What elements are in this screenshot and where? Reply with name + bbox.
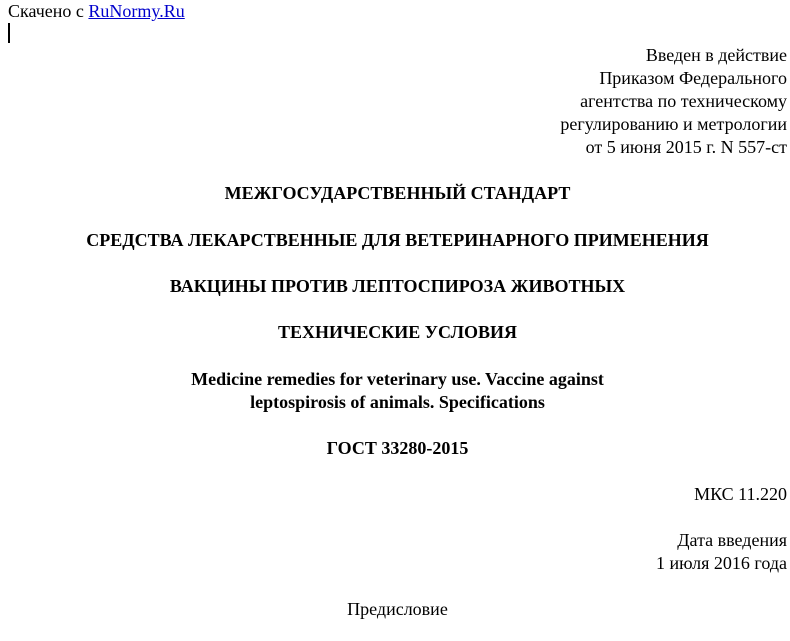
intro-line: Введен в действие	[645, 45, 787, 65]
standard-type-heading: МЕЖГОСУДАРСТВЕННЫЙ СТАНДАРТ	[224, 183, 571, 203]
runormy-link[interactable]: RuNormy.Ru	[88, 1, 185, 21]
text-caret	[8, 23, 10, 43]
english-title-line-2: leptospirosis of animals. Specifications	[250, 392, 545, 412]
title-line-3: ТЕХНИЧЕСКИЕ УСЛОВИЯ	[278, 322, 517, 342]
intro-line: регулированию и метрологии	[560, 114, 787, 134]
intro-date-label: Дата введения	[677, 530, 787, 550]
intro-line: агентства по техническому	[580, 91, 787, 111]
standard-code: ГОСТ 33280-2015	[326, 438, 469, 458]
intro-date-value: 1 июля 2016 года	[656, 553, 787, 573]
intro-block	[387, 44, 787, 159]
preface-heading: Предисловие	[347, 599, 448, 619]
source-prefix: Скачено с	[8, 1, 84, 21]
mks-code: МКС 11.220	[694, 484, 787, 504]
title-line-1: СРЕДСТВА ЛЕКАРСТВЕННЫЕ ДЛЯ ВЕТЕРИНАРНОГО ПРИМЕНЕНИЯ	[86, 230, 709, 250]
title-line-2: ВАКЦИНЫ ПРОТИВ ЛЕПТОСПИРОЗА ЖИВОТНЫХ	[169, 276, 626, 296]
intro-line: от 5 июня 2015 г. N 557-ст	[585, 137, 787, 157]
intro-line: Приказом Федерального	[599, 68, 787, 88]
english-title-line-1: Medicine remedies for veterinary use. Vaccine against	[191, 369, 604, 389]
source-line	[8, 0, 185, 23]
